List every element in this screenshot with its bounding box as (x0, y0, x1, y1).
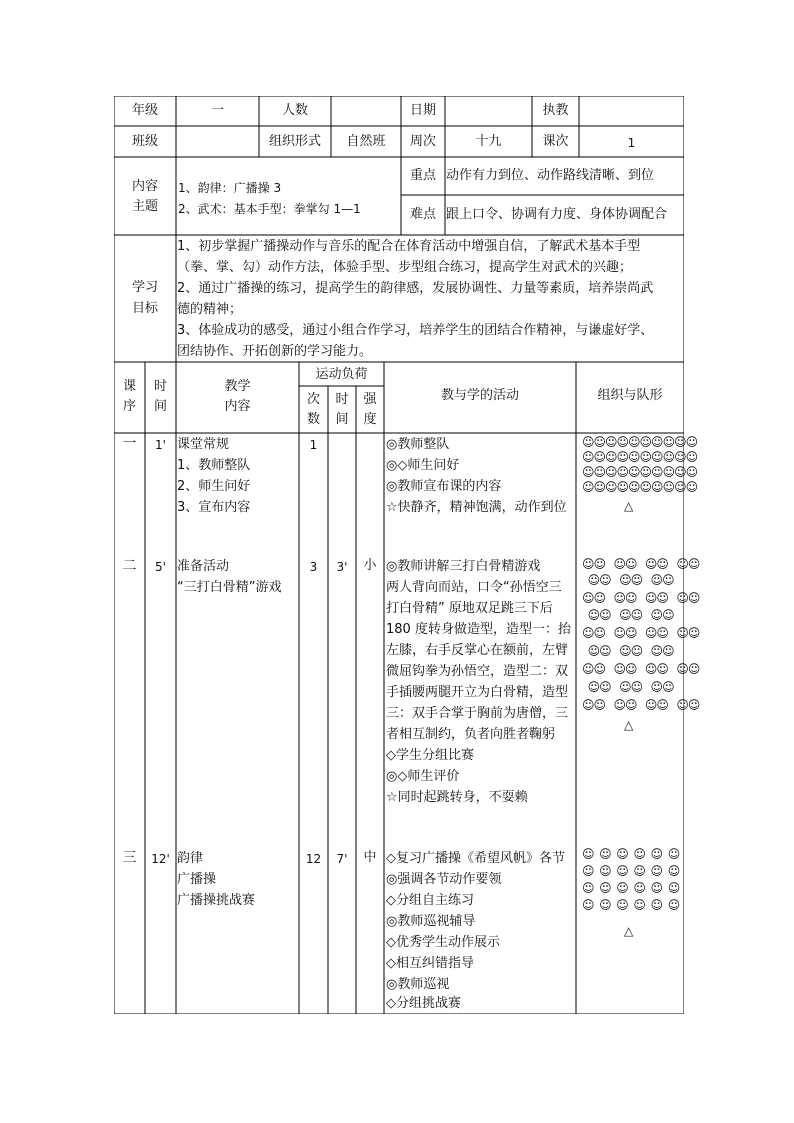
activity-line: ◎教师讲解三打白骨精游戏 (386, 559, 541, 574)
formation-row: ☺☺ ☺☺ ☺☺ ☺☺ (582, 662, 700, 676)
formation-row: ☺☺ ☺☺ ☺☺ (582, 608, 674, 622)
week-label: 周次 (409, 134, 436, 149)
lesson-label: 课次 (542, 134, 569, 149)
section-content: 广播操 (177, 872, 217, 887)
activity-line: ◎◇师生评价 (386, 769, 460, 784)
date-label: 日期 (409, 103, 436, 118)
section-duration: 3' (336, 560, 348, 574)
section-content: 广播操挑战赛 (177, 893, 256, 908)
col-reps-2: 数 (306, 412, 320, 427)
content-label-2: 主题 (131, 199, 158, 214)
activity-line: ◎教师巡视辅导 (386, 914, 476, 929)
col-load: 运动负荷 (315, 367, 368, 382)
activity-line: ◎强调各节动作要领 (386, 872, 502, 887)
section-time: 1' (155, 438, 166, 452)
teacher-label: 执教 (542, 103, 569, 118)
objective-line: （拳、掌、勾）动作方法，体验手型、步型组合练习，提高学生对武术的兴趣； (177, 260, 633, 275)
formation-row: ☺☺ ☺☺ ☺☺ ☺☺ (582, 591, 700, 605)
col-intensity-2: 度 (363, 412, 377, 427)
section-content: 准备活动 (177, 559, 230, 574)
objective-line: 3、体验成功的感受，通过小组合作学习，培养学生的团结合作精神，与谦虚好学、 (177, 323, 654, 338)
section-order: 一 (122, 436, 137, 452)
activity-line: 两人背向而站，口令“孙悟空三 (386, 580, 562, 595)
key-text: 动作有力到位、动作路线清晰、到位 (446, 168, 655, 183)
content-item-2: 2、武术：基本手型：拳掌勾 1—1 (178, 202, 361, 216)
activity-line: ◇相互纠错指导 (386, 956, 474, 971)
formation-row: ☺☺ ☺☺ ☺☺ ☺☺ (582, 626, 700, 640)
formation-row: ☺☺☺☺☺☺☺☺☺☺ (582, 480, 698, 494)
grade-label: 年级 (131, 103, 158, 118)
col-time-2: 间 (153, 399, 167, 414)
grade-value: 一 (210, 103, 224, 118)
difficult-text: 跟上口令、协调有力度、身体协调配合 (446, 207, 668, 222)
activity-line: ☆快静齐，精神饱满，动作到位 (386, 500, 567, 515)
section-content: 韵律 (177, 851, 204, 866)
activity-line: ◎教师巡视 (386, 977, 450, 992)
activity-line: 三：双手合掌于胸前为唐僧，三 (386, 706, 569, 721)
count-label: 人数 (281, 103, 308, 118)
section-content: “三打白骨精”游戏 (177, 580, 282, 595)
section-order: 三 (122, 850, 137, 866)
formation-row: ☺ ☺ ☺ ☺ ☺ ☺ (582, 864, 680, 878)
activity-line: ◇复习广播操《希望风帆》各节 (386, 851, 565, 866)
activity-line: 左膝，右手反掌心在额前，左臂 (386, 643, 569, 658)
objective-line: 团结协作、开拓创新的学习能力。 (177, 344, 373, 359)
activity-line: ◎◇师生问好 (386, 458, 460, 473)
content-item-1: 1、韵律：广播操 3 (178, 181, 282, 195)
section-intensity: 中 (363, 850, 377, 865)
objectives-label-2: 目标 (131, 301, 158, 316)
activity-line: ◇分组挑战赛 (386, 996, 461, 1011)
section-order: 二 (122, 558, 137, 574)
formation-row: ☺☺ ☺☺ ☺☺ (582, 573, 674, 587)
objective-line: 1、初步掌握广播操动作与音乐的配合在体育活动中增强自信，了解武术基本手型 (177, 239, 641, 254)
lesson-plan-table (114, 96, 700, 1014)
section-reps: 1 (309, 438, 318, 452)
objective-line: 2、通过广播操的练习，提高学生的韵律感，发展协调性、力量等素质，培养崇尚武 (177, 281, 654, 296)
activity-line: 手插腰两腿开立为白骨精，造型 (386, 685, 569, 700)
teacher-marker-icon: △ (624, 924, 634, 938)
activity-line: ☆同时起跳转身，不耍赖 (386, 790, 528, 805)
difficult-label: 难点 (409, 207, 436, 222)
activity-line: 180 度转身做造型，造型一：抬 (386, 622, 571, 637)
activity-line: ◎教师整队 (386, 437, 450, 452)
activity-line: ◇优秀学生动作展示 (386, 935, 500, 950)
formation-row: ☺☺ ☺☺ ☺☺ (582, 644, 674, 658)
section-duration: 7' (336, 852, 348, 866)
col-intensity-1: 强 (363, 392, 377, 407)
activity-line: ◇学生分组比赛 (386, 748, 474, 763)
col-time-1: 时 (153, 379, 167, 394)
section-reps: 3 (309, 560, 318, 574)
form-label: 组织形式 (268, 134, 321, 149)
formation-row: ☺☺ ☺☺ ☺☺ ☺☺ (582, 557, 700, 571)
teacher-marker-icon: △ (624, 718, 634, 732)
col-content-2: 内容 (224, 399, 251, 414)
activity-line: 微屈钩拳为孙悟空，造型二：双 (386, 664, 569, 679)
section-intensity: 小 (363, 558, 377, 573)
col-duration-1: 时 (335, 392, 349, 407)
section-time: 12' (151, 852, 170, 866)
col-reps-1: 次 (306, 392, 320, 407)
content-label-1: 内容 (131, 179, 158, 194)
col-order-1: 课 (122, 379, 136, 394)
form-value: 自然班 (346, 134, 386, 149)
formation-row: ☺☺ ☺☺ ☺☺ (582, 680, 674, 694)
formation-row: ☺☺ ☺☺ ☺☺ ☺☺ (582, 698, 700, 712)
formation-row: ☺☺☺☺☺☺☺☺☺☺ (582, 450, 698, 464)
section-content: 3、宣布内容 (177, 500, 251, 515)
lesson-value: 1 (627, 136, 636, 150)
section-content: 1、教师整队 (177, 458, 251, 473)
objectives-label-1: 学习 (131, 280, 158, 295)
formation-row: ☺ ☺ ☺ ☺ ☺ ☺ (582, 881, 680, 895)
section-reps: 12 (305, 852, 322, 866)
col-order-2: 序 (122, 399, 136, 414)
col-duration-2: 间 (335, 412, 349, 427)
formation-row: ☺ ☺ ☺ ☺ ☺ ☺ (582, 847, 680, 861)
objective-line: 德的精神； (177, 302, 243, 317)
section-content: 课堂常规 (177, 437, 230, 452)
formation-row: ☺☺☺☺☺☺☺☺☺☺ (582, 465, 698, 479)
section-time: 5' (155, 560, 166, 574)
activity-line: 打白骨精” 原地双足跳三下后 (386, 601, 553, 616)
activity-line: ◎教师宣布课的内容 (386, 479, 502, 494)
class-label: 班级 (131, 134, 158, 149)
section-content: 2、师生问好 (177, 479, 251, 494)
week-value: 十九 (475, 134, 502, 149)
col-content-1: 教学 (224, 379, 251, 394)
formation-row: ☺☺☺☺☺☺☺☺☺☺ (582, 435, 698, 449)
formation-row: ☺ ☺ ☺ ☺ ☺ ☺ (582, 898, 680, 912)
teacher-marker-icon: △ (624, 499, 634, 513)
activity-line: ◇分组自主练习 (386, 893, 474, 908)
col-activities: 教与学的活动 (440, 388, 519, 403)
col-formation: 组织与队形 (597, 388, 663, 403)
activity-line: 者相互制约，负者向胜者鞠躬 (386, 727, 556, 742)
key-label: 重点 (409, 168, 436, 183)
